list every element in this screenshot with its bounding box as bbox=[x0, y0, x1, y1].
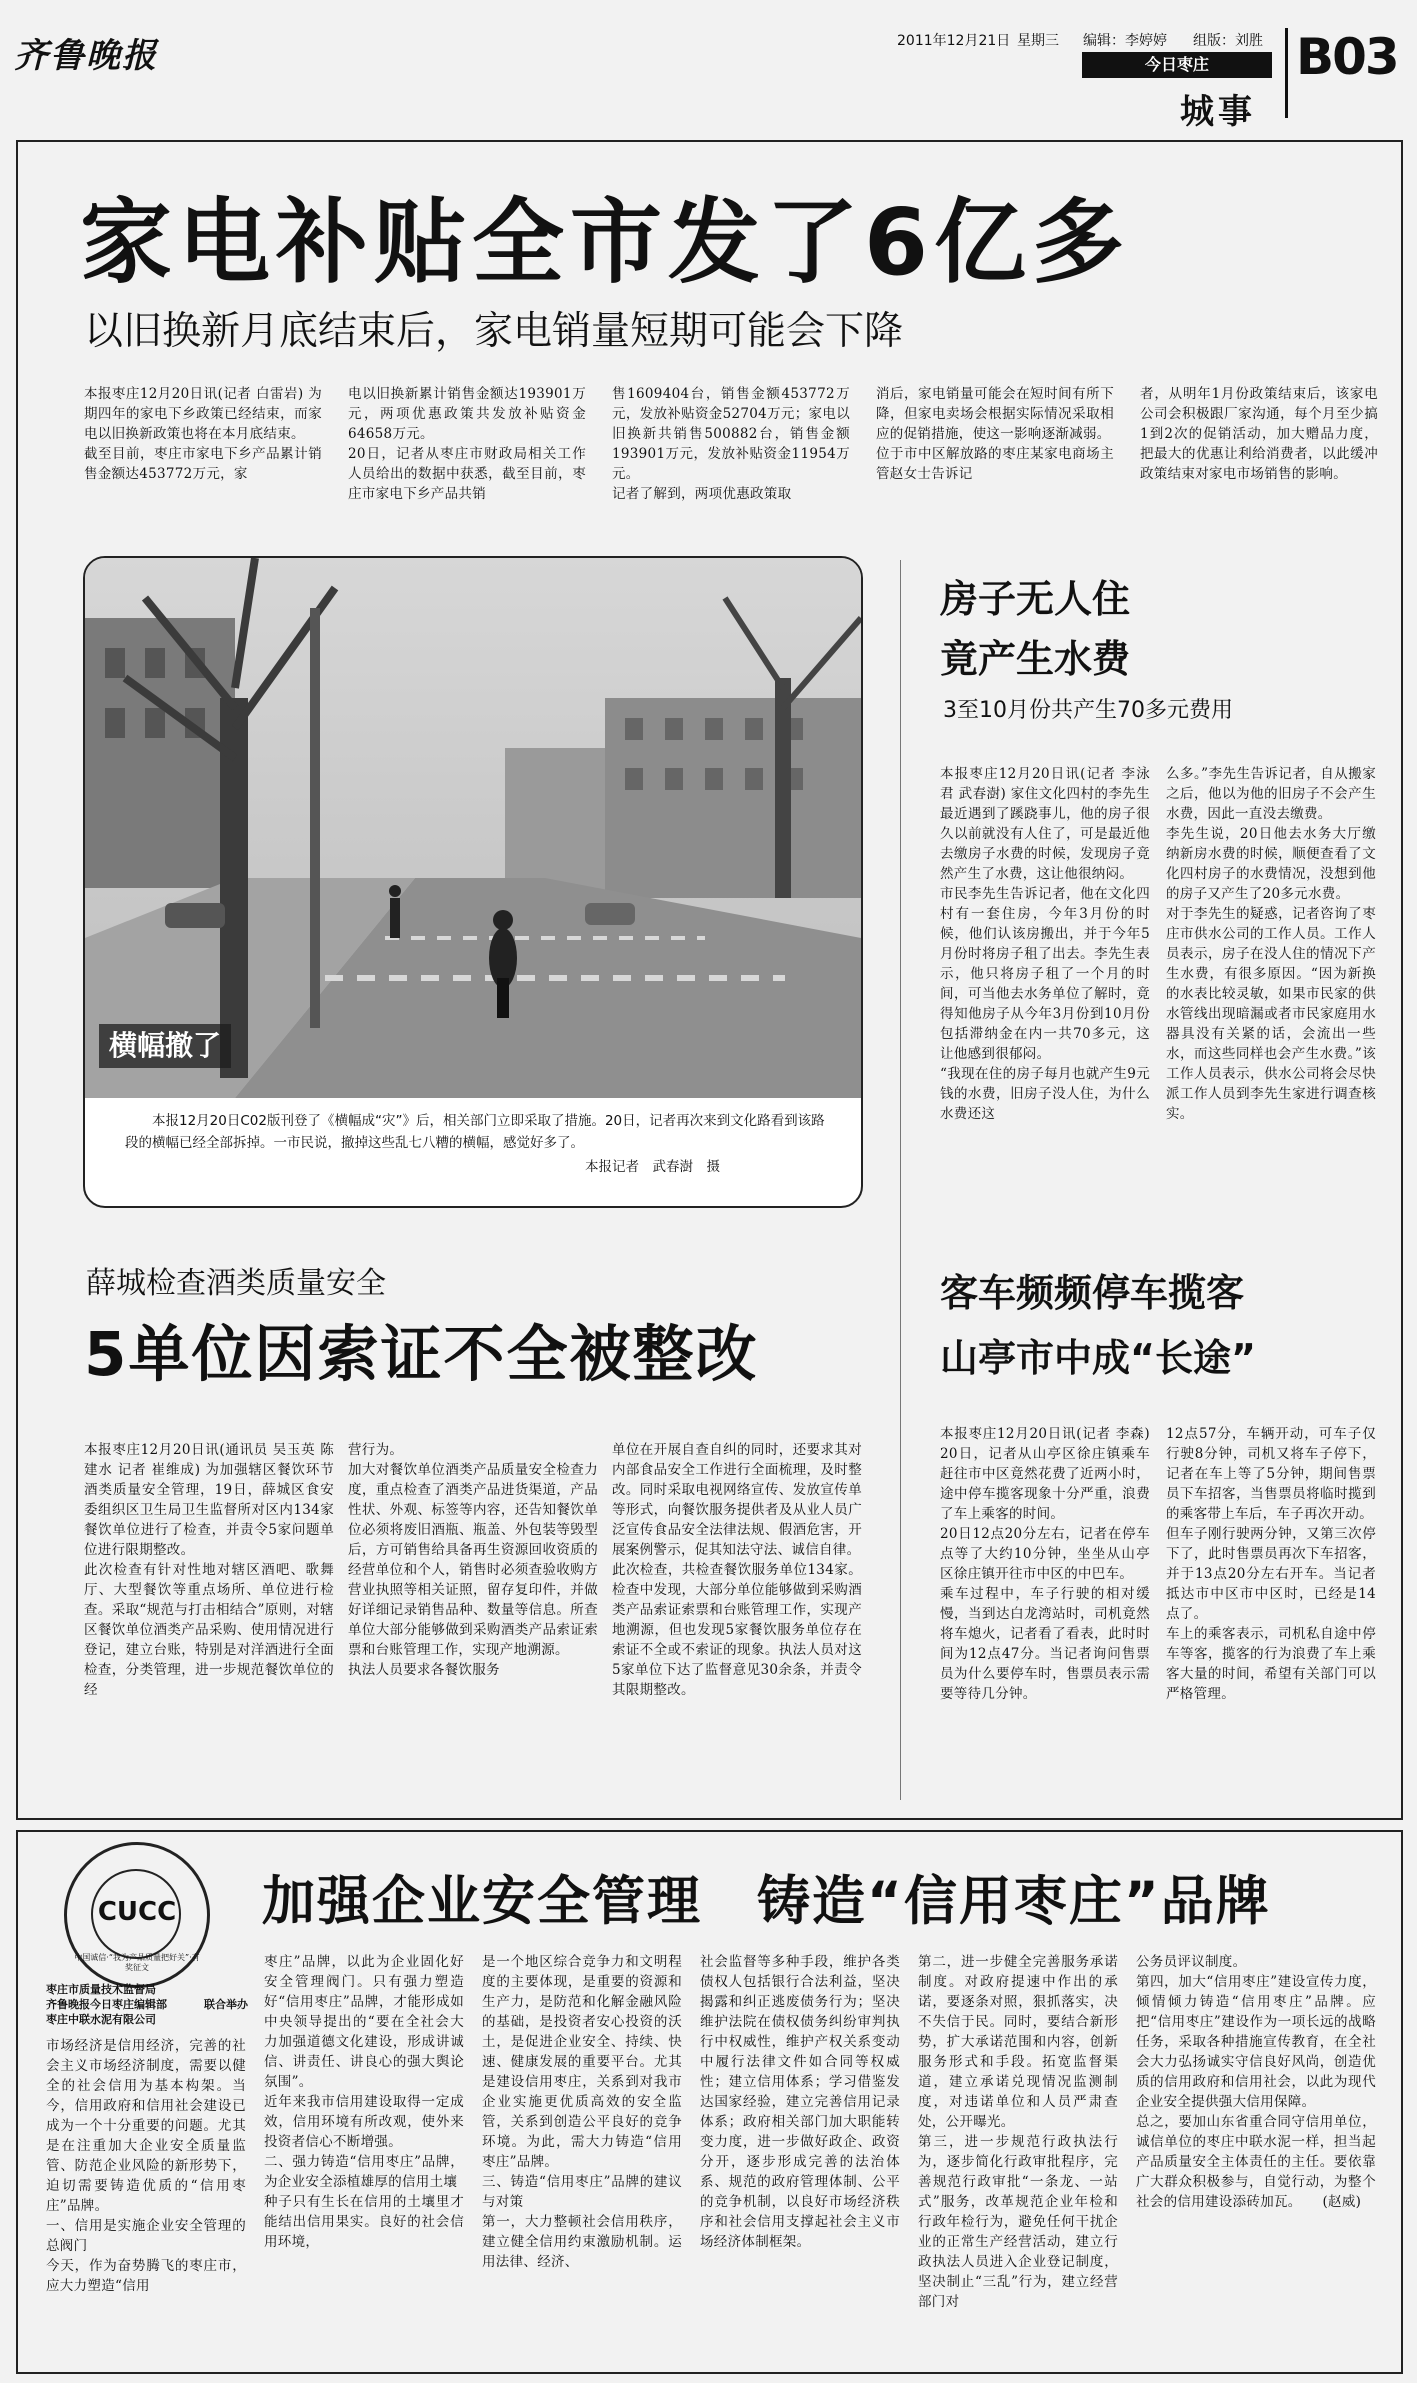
bottom-column-1: 市场经济是信用经济，完善的社会主义市场经济制度，需要以健全的社会信用为基本构架。当今，信用政府和信用社会建设已成为一个十分重要的问题。尤其是在注重加大企业安全质量监管、防范企业风险的新形势下，迫切需要铸造优质的“信用枣庄”品牌。 一、信用是实施企业安全管理的总阀门 今天，作为奋势腾飞的枣庄市，应大力塑造“信用 bbox=[46, 2038, 246, 2294]
cucc-logo-text: CUCC bbox=[97, 1897, 177, 1927]
layout-credit: 组版：刘胜 bbox=[1193, 33, 1263, 49]
story3-subhead: 3至10月份共产生70多元费用 bbox=[943, 698, 1233, 723]
lead-column-5: 者，从明年1月份政策结束后，该家电公司会积极跟厂家沟通，每个月至少搞1到2次的促销活动，加大赠品力度，把最大的优惠让利给消费者，以此缓冲政策结束对家电市场销售的影响。 bbox=[1140, 386, 1378, 482]
section-band: 今日枣庄 bbox=[1082, 52, 1272, 78]
story3-headline-line1: 房子无人住 bbox=[940, 577, 1131, 621]
lead-column-4: 消后，家电销量可能会在短时间有所下降，但家电卖场会根据实际情况采取相应的促销措施，使这一影响逐渐减弱。 位于市中区解放路的枣庄某家电商场主管赵女士告诉记 bbox=[876, 386, 1114, 482]
story4-column-1: 本报枣庄12月20日讯(记者 李森) 20日，记者从山亭区徐庄镇乘车赶往市中区竟然花费了近两小时，途中停车揽客现象十分严重，浪费了车上乘客的时间。 20日12点20分左右，记者在停车点等了大约10分钟，坐坐从山亭区徐庄镇开往市中区的中巴车。 乘车过程中，车子行驶的相对缓慢，当到达白龙湾站时，司机竟然将车熄火，记者看了看表，此时时间为12点47分。当记者询问售票员为什么要停车时，售票员表示需要等待几分钟。 bbox=[940, 1426, 1150, 1702]
lead-column-3: 售1609404台，销售金额453772万元，发放补贴资金52704万元；家电以旧换新共销售500882台，销售金额193901万元，发放补贴资金11954万元。 记者了解到，两项优惠政策取 bbox=[612, 386, 850, 502]
lead-column-1: 本报枣庄12月20日讯(记者 白雷岩) 为期四年的家电下乡政策已经结束，而家电以旧换新政策也将在本月底结束。 截至目前，枣庄市家电下乡产品累计销售金额达453772万元，家 bbox=[84, 386, 322, 482]
bottom-column-5: 第二，进一步健全完善服务承诺制度。对政府提速中作出的承诺，要逐条对照，狠抓落实，决不失信于民。同时，要结合新形势，扩大承诺范围和内容，创新服务形式和手段。拓宽监督渠道，建立承诺兑现情况监测制度，对违诺单位和人员严肃查处，公开曝光。 第三，进一步规范行政执法行为，逐步简化行政审批程序，完善规范行政审批“一条龙、一站式”服务，改革规范企业年检和行政年检行为，避免任何干扰企业的正常生产经营活动，建立行政执法人员进入企业登记制度，坚决制止“三乱”行为，建立经营部门对 bbox=[918, 1954, 1118, 2310]
right-column-divider bbox=[900, 560, 901, 1800]
editor-credit: 编辑：李婷婷 bbox=[1083, 33, 1167, 49]
bottom-column-4: 社会监督等多种手段，维护各类债权人包括银行合法利益，坚决揭露和纠正逃废债务行为；坚决维护法院在债权债务纠纷审判执行中权威性，维护产权关系变动中履行法律文件如合同等权威性；建立信用体系；学习借鉴发达国家经验，建立完善信用记录体系；政府相关部门加大职能转变力度，进一步做好政企、政资分开，逐步形成完善的法治体系、规范的政府管理体制、公平的竞争机制，以良好市场经济秩序和社会信用支撑起社会主义市场经济体制框架。 bbox=[700, 1954, 900, 2250]
story3-column-2: 么多。”李先生告诉记者，自从搬家之后，他以为他的旧房子不会产生水费，因此一直没去缴费。 李先生说，20日他去水务大厅缴纳新房水费的时候，顺便查看了文化四村房子的水费情况，没想到他的房子又产生了20多元水费。 对于李先生的疑惑，记者咨询了枣庄市供水公司的工作人员。工作人员表示，房子在没人住的情况下产生水费，有很多原因。“因为新换的水表比较灵敏，如果市民家的供水管线出现暗漏或者市民家庭用水器具没有关紧的话，会流出一些水，而这些同样也会产生水费。”该工作人员表示，供水公司将会尽快派工作人员到李先生家进行调查核实。 bbox=[1166, 766, 1376, 1122]
photo-caption: 本报12月20日C02版刊登了《横幅成“灾”》后，相关部门立即采取了措施。20日，记者再次来到文化路看到该路段的横幅已经全部拆掉。一市民说，撤掉这些乱七八糟的横幅，感觉好多了。 bbox=[125, 1113, 825, 1151]
bottom-headline: 加强企业安全管理 铸造“信用枣庄”品牌 bbox=[262, 1871, 1271, 1932]
story4-headline-line1: 客车频频停车揽客 bbox=[940, 1271, 1245, 1315]
story4-column-2: 12点57分，车辆开动，可车子仅行驶8分钟，司机又将车子停下，记者在车上等了5分钟，期间售票员下车招客，当售票员将临时揽到的乘客带上车后，车子再次开动。 但车子刚行驶两分钟，又第三次停下了，此时售票员再次下车招客，并于13点20分左右开车。当记者抵达市中区市中区时，已经是14点了。 车上的乘客表示，司机私自途中停车等客，揽客的行为浪费了车上乘客大量的时间，希望有关部门可以严格管理。 bbox=[1166, 1426, 1376, 1702]
photo-credit: 本报记者 武春澍 摄 bbox=[585, 1159, 720, 1175]
masthead-divider bbox=[1285, 28, 1288, 118]
sponsor-suffix: 联合举办 bbox=[204, 1998, 248, 2011]
photo-frame bbox=[83, 556, 863, 1208]
lead-headline: 家电补贴全市发了6亿多 bbox=[80, 189, 1131, 296]
story3-headline-line2: 竟产生水费 bbox=[940, 637, 1131, 681]
issue-weekday: 星期三 bbox=[1017, 33, 1059, 49]
lead-subheadline: 以旧换新月底结束后，家电销量短期可能会下降 bbox=[84, 309, 904, 354]
lead-column-2: 电以旧换新累计销售金额达193901万元，两项优惠政策共发放补贴资金64658万元。 20日，记者从枣庄市财政局相关工作人员给出的数据中获悉，截至目前，枣庄市家电下乡产品共销 bbox=[348, 386, 586, 502]
newspaper-logo: 齐鲁晚报 bbox=[14, 36, 158, 76]
cucc-logo bbox=[64, 1842, 210, 1988]
story2-headline: 5单位因索证不全被整改 bbox=[84, 1319, 759, 1390]
sponsor-line-2: 齐鲁晚报今日枣庄编辑部 bbox=[46, 1998, 167, 2011]
sponsor-line-1: 枣庄市质量技术监督局 bbox=[46, 1983, 156, 1996]
street-photo bbox=[85, 558, 861, 1098]
bottom-column-2: 枣庄”品牌，以此为企业固化好安全管理阀门。只有强力塑造好“信用枣庄”品牌，才能形成如中央领导提出的“要在全社会大力加强道德文化建设，形成讲诚信、讲责任、讲良心的强大舆论氛围”。 近年来我市信用建设取得一定成效，信用环境有所改观，使外来投资者信心不断增强。 二、强力铸造“信用枣庄”品牌，为企业安全添植雄厚的信用土壤 种子只有生长在信用的土壤里才能结出信用果实。良好的社会信用环境， bbox=[264, 1954, 464, 2250]
story2-kicker: 薛城检查酒类质量安全 bbox=[86, 1266, 386, 1301]
page-number: B03 bbox=[1296, 28, 1398, 86]
story4-headline-line2: 山亭市中成“长途” bbox=[940, 1336, 1256, 1380]
story3-column-1: 本报枣庄12月20日讯(记者 李泳君 武春澍) 家住文化四村的李先生最近遇到了蹊跷事儿，他的房子很久以前就没有人住了，可是最近他去缴房子水费的时候，发现房子竟然产生了水费，这让他很纳闷。 市民李先生告诉记者，他在文化四村有一套住房，今年3月份的时候，他们认该房搬出，并于今年5月份时将房子租了出去。李先生表示，他只将房子租了一个月的时间，可当他去水务单位了解时，竟得知他房子从今年3月份到10月份包括滞纳金在内一共70多元，这让他感到很郁闷。 “我现在住的房子每月也就产生9元钱的水费，旧房子没人住，为什么水费还这 bbox=[940, 766, 1150, 1122]
sponsor-line-3: 枣庄中联水泥有限公司 bbox=[46, 2013, 156, 2026]
bottom-column-6: 公务员评议制度。 第四，加大“信用枣庄”建设宣传力度，倾情倾力铸造“信用枣庄”品牌。应把“信用枣庄”建设作为一项长远的战略任务，采取各种措施宣传教育，在全社会大力弘扬诚实守信良好风尚，创造优质的信用政府和信用社会，以此为现代企业安全提供强大信用保障。 总之，要加山东省重合同守信用单位，诚信单位的枣庄中联水泥一样，担当起产品质量安全主体责任的主任。要依靠广大群众积极参与，自觉行动，为整个社会的信用建设添砖加瓦。 (赵威) bbox=[1136, 1954, 1376, 2210]
section-title: 城事 bbox=[1180, 92, 1256, 132]
story2-column-3: 单位在开展自查自纠的同时，还要求其对内部食品安全工作进行全面梳理，及时整改。同时采取电视网络宣传、发放宣传单等形式，向餐饮服务提供者及从业人员广泛宣传食品安全法律法规、假酒危害，开展案例警示，促其知法守法、诚信自律。 此次检查，共检查餐饮服务单位134家。检查中发现，大部分单位能够做到采购酒类产品索证索票和台账管理工作，实现产地溯源，但也发现5家餐饮服务单位存在索证不全或不索证的现象。执法人员对这5家单位下达了监督意见30余条，并责令其限期整改。 bbox=[612, 1442, 862, 1698]
bottom-column-3: 是一个地区综合竞争力和文明程度的主要体现，是重要的资源和生产力，是防范和化解金融风险的基础，是投资者安心投资的沃土，是促进企业安全、持续、快速、健康发展的重要平台。尤其是建设信用枣庄，关系到对我市企业实施更优质高效的安全监管，关系到创造公平良好的竞争环境。为此，需大力铸造“信用枣庄”品牌。 三、铸造“信用枣庄”品牌的建议与对策 第一，大力整顿社会信用秩序，建立健全信用约束激励机制。运用法律、经济、 bbox=[482, 1954, 682, 2270]
story2-column-1: 本报枣庄12月20日讯(通讯员 吴玉英 陈建水 记者 崔维成) 为加强辖区餐饮环节酒类质量安全管理，19日，薛城区食安委组织区卫生局卫生监督所对区内134家餐饮单位进行了检查，并责令5家问题单位进行限期整改。 此次检查有针对性地对辖区酒吧、歌舞厅、大型餐饮等重点场所、单位进行检查。采取“规范与打击相结合”原则，对辖区餐饮单位酒类产品采购、使用情况进行登记，建立台账，特别是对洋酒进行全面检查，分类管理，进一步规范餐饮单位的经 bbox=[84, 1442, 334, 1698]
cucc-logo-ring-text: 中国诚信·“我为产品质量把好关”·有奖征文 bbox=[74, 1953, 200, 1972]
sponsor-block bbox=[46, 1982, 266, 2027]
photo-overlay-title: 横幅撤了 bbox=[99, 1024, 231, 1068]
story2-column-2: 营行为。 加大对餐饮单位酒类产品质量安全检查力度，重点检查了酒类产品进货渠道，产品性状、外观、标签等内容，还告知餐饮单位必须将废旧酒瓶、瓶盖、外包装等毁型后，方可销售给具备再生资源回收资质的经营单位和个人，销售时必须查验收购方营业执照等相关证照，留存复印件，并做好详细记录销售品种、数量等信息。所查单位大部分能够做到采购酒类产品索证索票和台账管理工作，实现产地溯源。 执法人员要求各餐饮服务 bbox=[348, 1442, 598, 1678]
issue-date: 2011年12月21日 bbox=[897, 33, 1011, 49]
